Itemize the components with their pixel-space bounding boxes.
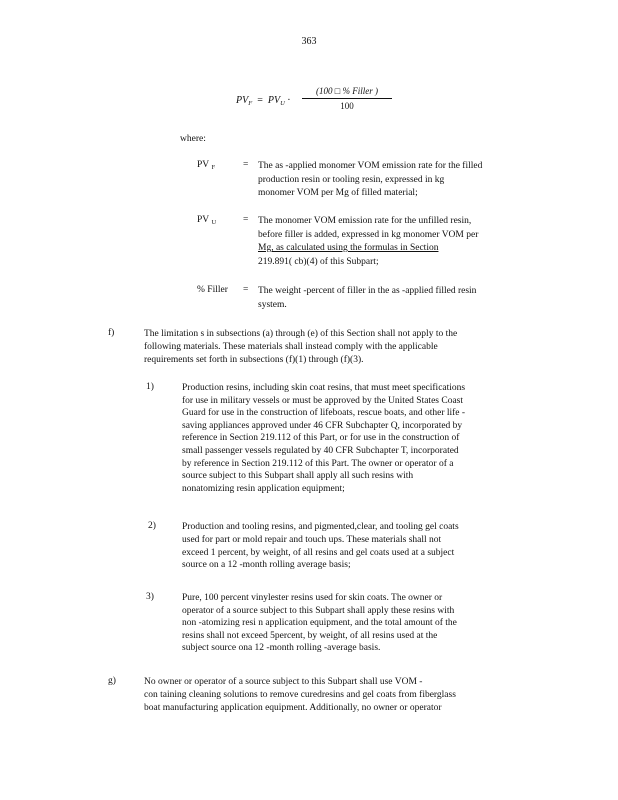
text-line: operator of a source subject to this Subpart shall apply these resins with (182, 605, 455, 616)
page-number: 363 (301, 36, 317, 47)
definition-line: The weight -percent of filler in the as -applied filled resin (258, 286, 477, 296)
text-line: reference in Section 219.112 of this Part, or for use in the construction of (182, 433, 460, 444)
text-line: Production and tooling resins, and pigmented,clear, and tooling gel coats (182, 522, 459, 532)
formula-denominator: 100 (340, 101, 354, 111)
text-line: The limitation s in subsections (a) through (e) of this Section shall not apply to the (144, 329, 458, 339)
text-line: by reference in Section 219.112 of this Part. The owner or operator of a (182, 458, 454, 469)
definition-text (258, 285, 476, 312)
formula-lhs-symbol: PV (236, 95, 249, 106)
text-line: small passenger vessels regulated by 40 CFR Subchapter T, incorporated (182, 445, 459, 456)
section-label: f) (108, 328, 115, 338)
item-text (182, 592, 457, 655)
item-text (182, 382, 465, 495)
formula (236, 86, 406, 126)
formula-fraction (302, 86, 392, 111)
text-line: used for part or mold repair and touch ups. These materials shall not (182, 534, 442, 545)
formula-rhs-subscript: U (280, 100, 285, 107)
definition-term-subscript: U (211, 219, 217, 226)
text-line: source on a 12 -month rolling average basis; (182, 560, 351, 571)
definition-term (197, 285, 228, 295)
definition-term (197, 160, 215, 171)
where-label: where: (180, 134, 206, 144)
definition-line: Mg, as calculated using the formulas in Section (258, 243, 439, 253)
definition-term-text: PV (197, 160, 210, 170)
item-label: 1) (146, 382, 154, 392)
item-text (182, 521, 459, 572)
section-label: g) (108, 676, 116, 686)
text-line: for use in military vessels or must be approved by the United States Coast (182, 395, 463, 406)
text-line: source subject to this Subpart shall apply all such resins with (182, 471, 414, 482)
text-line: non -atomizing resi n application equipment, and the total amount of the (182, 618, 457, 629)
text-line: Production resins, including skin coat resins, that must meet specifications (182, 383, 466, 393)
definition-line: The as -applied monomer VOM emission rate for the filled (258, 161, 483, 171)
definition-equals: = (243, 215, 249, 225)
text-line: Guard for use in the construction of lifeboats, rescue boats, and other life - (182, 408, 466, 419)
item-label: 2) (148, 521, 156, 531)
text-line: saving appliances approved under 46 CFR Subchapter Q, incorporated by (182, 420, 463, 431)
formula-equals: = (257, 95, 263, 106)
definition-equals: = (243, 160, 249, 170)
definition-term-text: PV (197, 215, 210, 225)
definition-line: before filler is added, expressed in kg monomer VOM per (258, 229, 479, 240)
text-line: con taining cleaning solutions to remove curedresins and gel coats from fiberglass (144, 689, 456, 700)
section-text (144, 676, 456, 714)
text-line: boat manufacturing application equipment. Additionally, no owner or operator (144, 702, 442, 713)
definition-line: monomer VOM per Mg of filled material; (258, 188, 418, 198)
text-line: exceed 1 percent, by weight, of all resins and gel coats used at a subject (182, 547, 455, 558)
definition-term-text: % Filler (197, 285, 228, 295)
definition-term-subscript: F (211, 164, 216, 171)
text-line: Pure, 100 percent vinylester resins used for skin coats. The owner or (182, 593, 443, 603)
item-label: 3) (146, 592, 154, 602)
formula-lhs-subscript: F (248, 100, 253, 107)
definition-line: The monomer VOM emission rate for the unfilled resin, (258, 216, 472, 226)
text-line: following materials. These materials shall instead comply with the applicable (144, 341, 438, 352)
formula-lhs (236, 95, 291, 107)
definition-text (258, 160, 482, 201)
formula-numerator: (100 □ % Filler ) (302, 86, 392, 99)
text-line: requirements set forth in subsections (f)(1) through (f)(3). (144, 354, 364, 365)
definition-line: production resin or tooling resin, expressed in kg (258, 174, 445, 185)
formula-dot: · (287, 95, 291, 106)
formula-rhs-symbol: PV (267, 95, 281, 106)
definition-line: 219.891( cb)(4) of this Subpart; (258, 256, 379, 267)
section-text (144, 328, 457, 366)
definition-text (258, 215, 478, 269)
text-line: No owner or operator of a source subject to this Subpart shall use VOM - (144, 677, 423, 687)
text-line: resins shall not exceed 5percent, by weight, of all resins used at the (182, 630, 438, 641)
definition-term (197, 215, 216, 226)
definition-line: system. (258, 299, 287, 310)
text-line: nonatomizing resin application equipment; (182, 483, 345, 494)
text-line: subject source ona 12 -month rolling -average basis. (182, 643, 381, 654)
definition-equals: = (243, 285, 249, 295)
